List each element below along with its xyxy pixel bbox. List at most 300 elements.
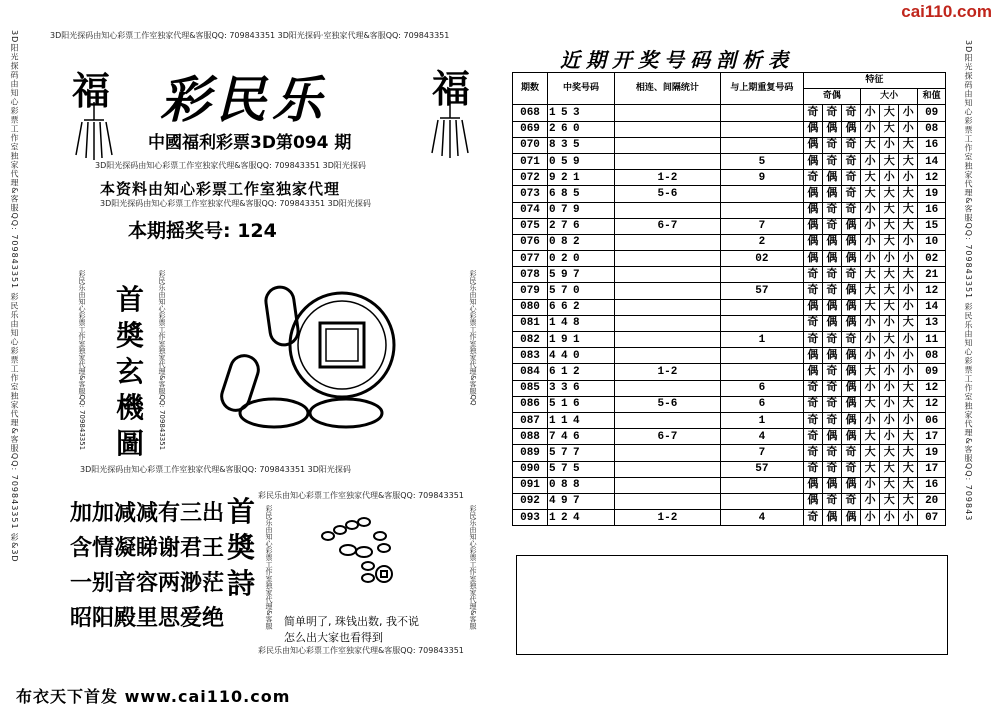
issue-subtitle: 中國福利彩票3D第094 期	[148, 133, 352, 153]
beads-diagram-icon	[318, 510, 408, 590]
col-sum: 和值	[918, 89, 946, 105]
table-row	[513, 299, 946, 315]
number-digit: 0	[549, 155, 556, 168]
cell-oddeven: 偶	[822, 299, 841, 315]
cell-bigsmall: 大	[899, 445, 918, 461]
cell-bigsmall: 大	[880, 461, 899, 477]
cell-repeat: 7	[721, 445, 804, 461]
number-digit: 6	[549, 365, 556, 378]
cell-oddeven: 奇	[822, 364, 841, 380]
table-title: 近期开奖号码剖析表	[560, 48, 794, 72]
cell-bigsmall: 小	[861, 477, 880, 493]
cell-period: 091	[513, 477, 548, 493]
cell-adjacent: 1-2	[614, 170, 720, 186]
number-digit: 0	[573, 252, 580, 265]
panel1-title: 首 奬 玄 機 圖	[115, 283, 144, 460]
cell-oddeven: 偶	[803, 218, 822, 234]
cell-oddeven: 奇	[822, 493, 841, 509]
cell-adjacent: 1-2	[614, 510, 720, 526]
cell-oddeven: 偶	[803, 299, 822, 315]
cell-bigsmall: 大	[880, 105, 899, 121]
number-digit: 9	[561, 333, 568, 346]
cell-oddeven: 偶	[841, 218, 860, 234]
cell-oddeven: 奇	[803, 445, 822, 461]
cell-oddeven: 偶	[841, 380, 860, 396]
cell-bigsmall: 小	[880, 380, 899, 396]
panel1-right-strip: 彩民乐由知心彩票工作室独家代理&客服QQ	[469, 270, 477, 406]
number-digit: 6	[573, 382, 580, 395]
cell-repeat: 02	[721, 251, 804, 267]
cell-number	[548, 315, 615, 331]
cell-oddeven: 奇	[841, 170, 860, 186]
cell-oddeven: 偶	[841, 121, 860, 137]
cell-bigsmall: 小	[861, 380, 880, 396]
cell-bigsmall: 小	[861, 153, 880, 169]
blessing-left: 福	[72, 68, 111, 113]
cell-period: 077	[513, 251, 548, 267]
number-digit: 5	[561, 106, 568, 119]
cell-bigsmall: 小	[880, 364, 899, 380]
number-digit: 1	[561, 398, 568, 411]
number-digit: 7	[573, 495, 580, 508]
number-digit: 2	[573, 236, 580, 249]
number-digit: 5	[573, 187, 580, 200]
cell-bigsmall: 大	[861, 396, 880, 412]
promo-strip-1: 3D阳光探码由知心彩票工作室独家代理&客服QQ: 709843351 3D阳光探码	[95, 161, 366, 170]
table-row	[513, 267, 946, 283]
cell-bigsmall: 大	[899, 477, 918, 493]
cell-oddeven: 奇	[841, 493, 860, 509]
number-digit: 8	[561, 187, 568, 200]
cell-adjacent	[614, 493, 720, 509]
cell-bigsmall: 大	[861, 429, 880, 445]
cell-repeat: 6	[721, 396, 804, 412]
number-digit: 1	[561, 414, 568, 427]
cell-oddeven: 偶	[803, 251, 822, 267]
number-digit: 0	[549, 204, 556, 217]
number-digit: 7	[561, 446, 568, 459]
number-digit: 7	[561, 204, 568, 217]
cell-adjacent: 5-6	[614, 186, 720, 202]
number-digit: 4	[549, 495, 556, 508]
cell-oddeven: 偶	[841, 299, 860, 315]
cell-bigsmall: 大	[899, 429, 918, 445]
cell-bigsmall: 大	[861, 364, 880, 380]
table-row	[513, 412, 946, 428]
cell-number	[548, 267, 615, 283]
cell-bigsmall: 小	[899, 121, 918, 137]
cell-oddeven: 奇	[803, 283, 822, 299]
cell-bigsmall: 小	[861, 202, 880, 218]
cell-period: 090	[513, 461, 548, 477]
table-row	[513, 380, 946, 396]
cell-bigsmall: 小	[880, 170, 899, 186]
number-digit: 8	[561, 479, 568, 492]
cell-oddeven: 奇	[822, 332, 841, 348]
cell-bigsmall: 小	[861, 412, 880, 428]
cell-oddeven: 偶	[822, 170, 841, 186]
cell-number	[548, 170, 615, 186]
cell-repeat	[721, 267, 804, 283]
number-digit: 8	[549, 139, 556, 152]
cell-sum: 09	[918, 364, 946, 380]
number-digit: 0	[573, 349, 580, 362]
cell-bigsmall: 大	[899, 493, 918, 509]
number-digit: 0	[549, 479, 556, 492]
number-digit: 5	[549, 398, 556, 411]
table-row	[513, 348, 946, 364]
cell-number	[548, 429, 615, 445]
poem-side-strip: 彩民乐由知心彩票工作室独家代理&客服	[265, 505, 273, 630]
cell-oddeven: 偶	[803, 364, 822, 380]
cell-repeat	[721, 137, 804, 153]
header-strip: 3D阳光探码由知心彩票工作室独家代理&客服QQ: 709843351 3D阳光探码·室独家代理&客服QQ: 709843351	[50, 31, 450, 40]
table-row	[513, 445, 946, 461]
number-digit: 5	[549, 463, 556, 476]
number-digit: 4	[561, 317, 568, 330]
number-digit: 5	[561, 155, 568, 168]
col-bigsmall: 大小	[861, 89, 918, 105]
cell-oddeven: 奇	[822, 218, 841, 234]
number-digit: 4	[573, 414, 580, 427]
number-digit: 6	[561, 301, 568, 314]
number-digit: 8	[573, 479, 580, 492]
cell-oddeven: 奇	[841, 202, 860, 218]
cell-oddeven: 偶	[803, 202, 822, 218]
cell-oddeven: 奇	[841, 267, 860, 283]
number-digit: 9	[561, 495, 568, 508]
cell-period: 082	[513, 332, 548, 348]
cell-bigsmall: 大	[880, 234, 899, 250]
number-digit: 2	[573, 301, 580, 314]
right-edge-strip: 3D阳光探码由知心彩票工作室独家代理&客服QQ: 709843351 彩民乐由知心彩票工作室独家代理&客服QQ: 709843	[964, 40, 973, 522]
cell-period: 076	[513, 234, 548, 250]
cell-bigsmall: 小	[899, 299, 918, 315]
cell-repeat	[721, 477, 804, 493]
cell-number	[548, 234, 615, 250]
cell-bigsmall: 小	[861, 510, 880, 526]
cell-sum: 06	[918, 412, 946, 428]
col-period: 期数	[513, 73, 548, 105]
cell-repeat	[721, 121, 804, 137]
col-adjacent: 相连、间隔统计	[614, 73, 720, 105]
cell-oddeven: 奇	[803, 170, 822, 186]
cell-sum: 08	[918, 348, 946, 364]
cell-oddeven: 奇	[803, 396, 822, 412]
number-digit: 0	[573, 123, 580, 136]
cell-bigsmall: 大	[899, 380, 918, 396]
cell-period: 086	[513, 396, 548, 412]
cell-bigsmall: 小	[899, 412, 918, 428]
number-digit: 2	[561, 252, 568, 265]
cell-sum: 08	[918, 121, 946, 137]
cell-repeat: 1	[721, 332, 804, 348]
cell-repeat	[721, 315, 804, 331]
cell-adjacent	[614, 251, 720, 267]
cell-oddeven: 奇	[841, 186, 860, 202]
number-digit: 5	[573, 463, 580, 476]
cell-bigsmall: 大	[899, 218, 918, 234]
cell-sum: 10	[918, 234, 946, 250]
cell-adjacent	[614, 234, 720, 250]
cell-oddeven: 偶	[841, 412, 860, 428]
cell-bigsmall: 小	[880, 251, 899, 267]
promo-strip-2: 3D阳光探码由知心彩票工作室独家代理&客服QQ: 709843351 3D阳光探码	[100, 199, 371, 208]
cell-bigsmall: 大	[880, 186, 899, 202]
cell-oddeven: 奇	[803, 332, 822, 348]
draw-history-table	[512, 72, 946, 526]
cell-bigsmall: 大	[880, 299, 899, 315]
cell-oddeven: 奇	[822, 153, 841, 169]
number-digit: 1	[573, 333, 580, 346]
cell-oddeven: 奇	[822, 283, 841, 299]
cell-adjacent: 6-7	[614, 429, 720, 445]
cell-oddeven: 奇	[803, 461, 822, 477]
cell-bigsmall: 小	[899, 364, 918, 380]
cell-oddeven: 奇	[822, 202, 841, 218]
cell-adjacent: 6-7	[614, 218, 720, 234]
cell-adjacent	[614, 105, 720, 121]
left-edge-strip: 3D阳光探码由知心彩票工作室独家代理&客服QQ: 709843351 彩民乐由知心彩票工作室独家代理&客服QQ: 709843351 彩&3D	[10, 30, 19, 563]
cell-number	[548, 186, 615, 202]
cell-oddeven: 偶	[841, 429, 860, 445]
cell-bigsmall: 大	[899, 461, 918, 477]
cell-number	[548, 218, 615, 234]
cell-sum: 20	[918, 493, 946, 509]
cell-bigsmall: 小	[861, 105, 880, 121]
cell-period: 068	[513, 105, 548, 121]
table-row	[513, 283, 946, 299]
number-digit: 3	[561, 139, 568, 152]
cell-repeat	[721, 186, 804, 202]
number-digit: 7	[573, 446, 580, 459]
col-oddeven: 奇偶	[803, 89, 860, 105]
cell-oddeven: 奇	[803, 380, 822, 396]
cell-sum: 12	[918, 396, 946, 412]
cell-number	[548, 396, 615, 412]
cell-oddeven: 奇	[822, 380, 841, 396]
number-digit: 3	[573, 106, 580, 119]
cell-bigsmall: 大	[880, 267, 899, 283]
number-digit: 2	[561, 511, 568, 524]
note: 简单明了, 珠钱出数, 我不说 怎么出大家也看得到	[284, 615, 419, 644]
cell-sum: 15	[918, 218, 946, 234]
cell-sum: 11	[918, 332, 946, 348]
cell-oddeven: 奇	[822, 412, 841, 428]
number-digit: 2	[549, 123, 556, 136]
cell-oddeven: 偶	[841, 396, 860, 412]
cell-bigsmall: 大	[899, 186, 918, 202]
cell-adjacent	[614, 121, 720, 137]
cell-bigsmall: 小	[861, 332, 880, 348]
cell-oddeven: 偶	[822, 348, 841, 364]
table-row	[513, 105, 946, 121]
cell-period: 078	[513, 267, 548, 283]
cell-bigsmall: 大	[880, 153, 899, 169]
cell-bigsmall: 小	[861, 251, 880, 267]
table-row	[513, 218, 946, 234]
table-row	[513, 477, 946, 493]
cell-sum: 19	[918, 186, 946, 202]
cell-bigsmall: 小	[861, 493, 880, 509]
cell-bigsmall: 小	[899, 105, 918, 121]
number-digit: 3	[549, 382, 556, 395]
table-row	[513, 137, 946, 153]
number-digit: 2	[549, 220, 556, 233]
col-features: 特征	[803, 73, 945, 89]
cell-sum: 12	[918, 283, 946, 299]
cell-sum: 09	[918, 105, 946, 121]
table-row	[513, 315, 946, 331]
poem-line: 一别音容两渺茫	[70, 571, 225, 596]
cell-oddeven: 偶	[803, 477, 822, 493]
number-digit: 5	[549, 446, 556, 459]
cell-bigsmall: 大	[899, 396, 918, 412]
poem-title: 首 奬 詩	[226, 495, 255, 600]
number-digit: 9	[573, 155, 580, 168]
poem-side-strip-right: 彩民乐由知心彩票工作室独家代理&客服	[469, 505, 477, 630]
tassel-left-icon	[64, 100, 144, 160]
cell-period: 085	[513, 380, 548, 396]
table-row	[513, 251, 946, 267]
cell-repeat: 2	[721, 234, 804, 250]
cell-bigsmall: 小	[899, 170, 918, 186]
cell-sum: 14	[918, 299, 946, 315]
cell-period: 074	[513, 202, 548, 218]
cell-adjacent	[614, 299, 720, 315]
cell-oddeven: 奇	[841, 137, 860, 153]
number-digit: 6	[573, 430, 580, 443]
number-digit: 0	[573, 285, 580, 298]
cell-adjacent	[614, 477, 720, 493]
table-row	[513, 461, 946, 477]
table-row	[513, 234, 946, 250]
cell-bigsmall: 大	[861, 186, 880, 202]
number-digit: 4	[549, 349, 556, 362]
cell-period: 089	[513, 445, 548, 461]
cell-repeat: 1	[721, 412, 804, 428]
cell-oddeven: 偶	[803, 121, 822, 137]
draw-number: 本期摇奖号: 124	[128, 220, 277, 242]
cell-period: 083	[513, 348, 548, 364]
cell-oddeven: 偶	[822, 315, 841, 331]
number-digit: 7	[561, 285, 568, 298]
number-digit: 9	[561, 268, 568, 281]
number-digit: 4	[561, 430, 568, 443]
cell-bigsmall: 小	[861, 315, 880, 331]
number-digit: 4	[573, 511, 580, 524]
cell-bigsmall: 小	[880, 348, 899, 364]
cell-oddeven: 偶	[841, 315, 860, 331]
cell-bigsmall: 大	[899, 137, 918, 153]
cell-bigsmall: 小	[861, 218, 880, 234]
table-row	[513, 153, 946, 169]
poem	[70, 496, 224, 636]
cell-adjacent	[614, 412, 720, 428]
cell-bigsmall: 小	[861, 234, 880, 250]
cell-period: 072	[513, 170, 548, 186]
number-digit: 5	[549, 268, 556, 281]
number-digit: 0	[549, 236, 556, 249]
number-digit: 5	[549, 285, 556, 298]
coin-diagram-icon	[200, 275, 460, 445]
cell-bigsmall: 小	[899, 332, 918, 348]
cell-oddeven: 奇	[822, 137, 841, 153]
cell-period: 093	[513, 510, 548, 526]
cell-sum: 14	[918, 153, 946, 169]
cell-bigsmall: 大	[861, 461, 880, 477]
cell-period: 071	[513, 153, 548, 169]
cell-bigsmall: 大	[880, 493, 899, 509]
cell-number	[548, 121, 615, 137]
cell-repeat: 5	[721, 153, 804, 169]
cell-bigsmall: 小	[899, 510, 918, 526]
cell-bigsmall: 小	[899, 234, 918, 250]
cell-bigsmall: 大	[899, 202, 918, 218]
cell-repeat	[721, 105, 804, 121]
table-row	[513, 396, 946, 412]
cell-bigsmall: 大	[861, 283, 880, 299]
number-digit: 1	[549, 511, 556, 524]
cell-repeat: 4	[721, 429, 804, 445]
number-digit: 3	[561, 382, 568, 395]
panel1-bottom-strip: 3D阳光探码由知心彩票工作室独家代理&客服QQ: 709843351 3D阳光探码	[80, 465, 351, 474]
cell-bigsmall: 大	[880, 202, 899, 218]
cell-oddeven: 奇	[803, 267, 822, 283]
cell-period: 088	[513, 429, 548, 445]
number-digit: 6	[549, 187, 556, 200]
number-digit: 4	[561, 349, 568, 362]
number-digit: 8	[573, 317, 580, 330]
cell-repeat: 4	[721, 510, 804, 526]
cell-number	[548, 380, 615, 396]
cell-adjacent	[614, 153, 720, 169]
table-row	[513, 202, 946, 218]
cell-oddeven: 奇	[822, 396, 841, 412]
number-digit: 5	[573, 139, 580, 152]
panel1-side-strip: 彩民乐由知心彩票工作室独家代理&客服QQ: 709843351	[78, 270, 86, 451]
number-digit: 7	[561, 220, 568, 233]
col-number: 中奖号码	[548, 73, 615, 105]
cell-oddeven: 奇	[822, 445, 841, 461]
cell-bigsmall: 大	[899, 315, 918, 331]
site-logo[interactable]: cai110.com	[901, 2, 992, 21]
cell-adjacent	[614, 461, 720, 477]
cell-number	[548, 510, 615, 526]
cell-adjacent	[614, 137, 720, 153]
col-repeat: 与上期重复号码	[721, 73, 804, 105]
cell-oddeven: 偶	[841, 251, 860, 267]
cell-oddeven: 奇	[841, 445, 860, 461]
cell-bigsmall: 大	[880, 283, 899, 299]
table-row	[513, 364, 946, 380]
cell-bigsmall: 小	[899, 283, 918, 299]
cell-adjacent	[614, 332, 720, 348]
cell-sum: 16	[918, 477, 946, 493]
cell-bigsmall: 大	[880, 477, 899, 493]
poem-line: 含情凝睇谢君王	[70, 536, 225, 561]
table-row	[513, 493, 946, 509]
number-digit: 9	[573, 204, 580, 217]
cell-number	[548, 283, 615, 299]
cell-period: 087	[513, 412, 548, 428]
cell-number	[548, 251, 615, 267]
agent-line: 本资料由知心彩票工作室独家代理	[100, 180, 341, 198]
cell-period: 081	[513, 315, 548, 331]
cell-oddeven: 奇	[803, 315, 822, 331]
cell-bigsmall: 大	[880, 218, 899, 234]
number-digit: 6	[573, 220, 580, 233]
